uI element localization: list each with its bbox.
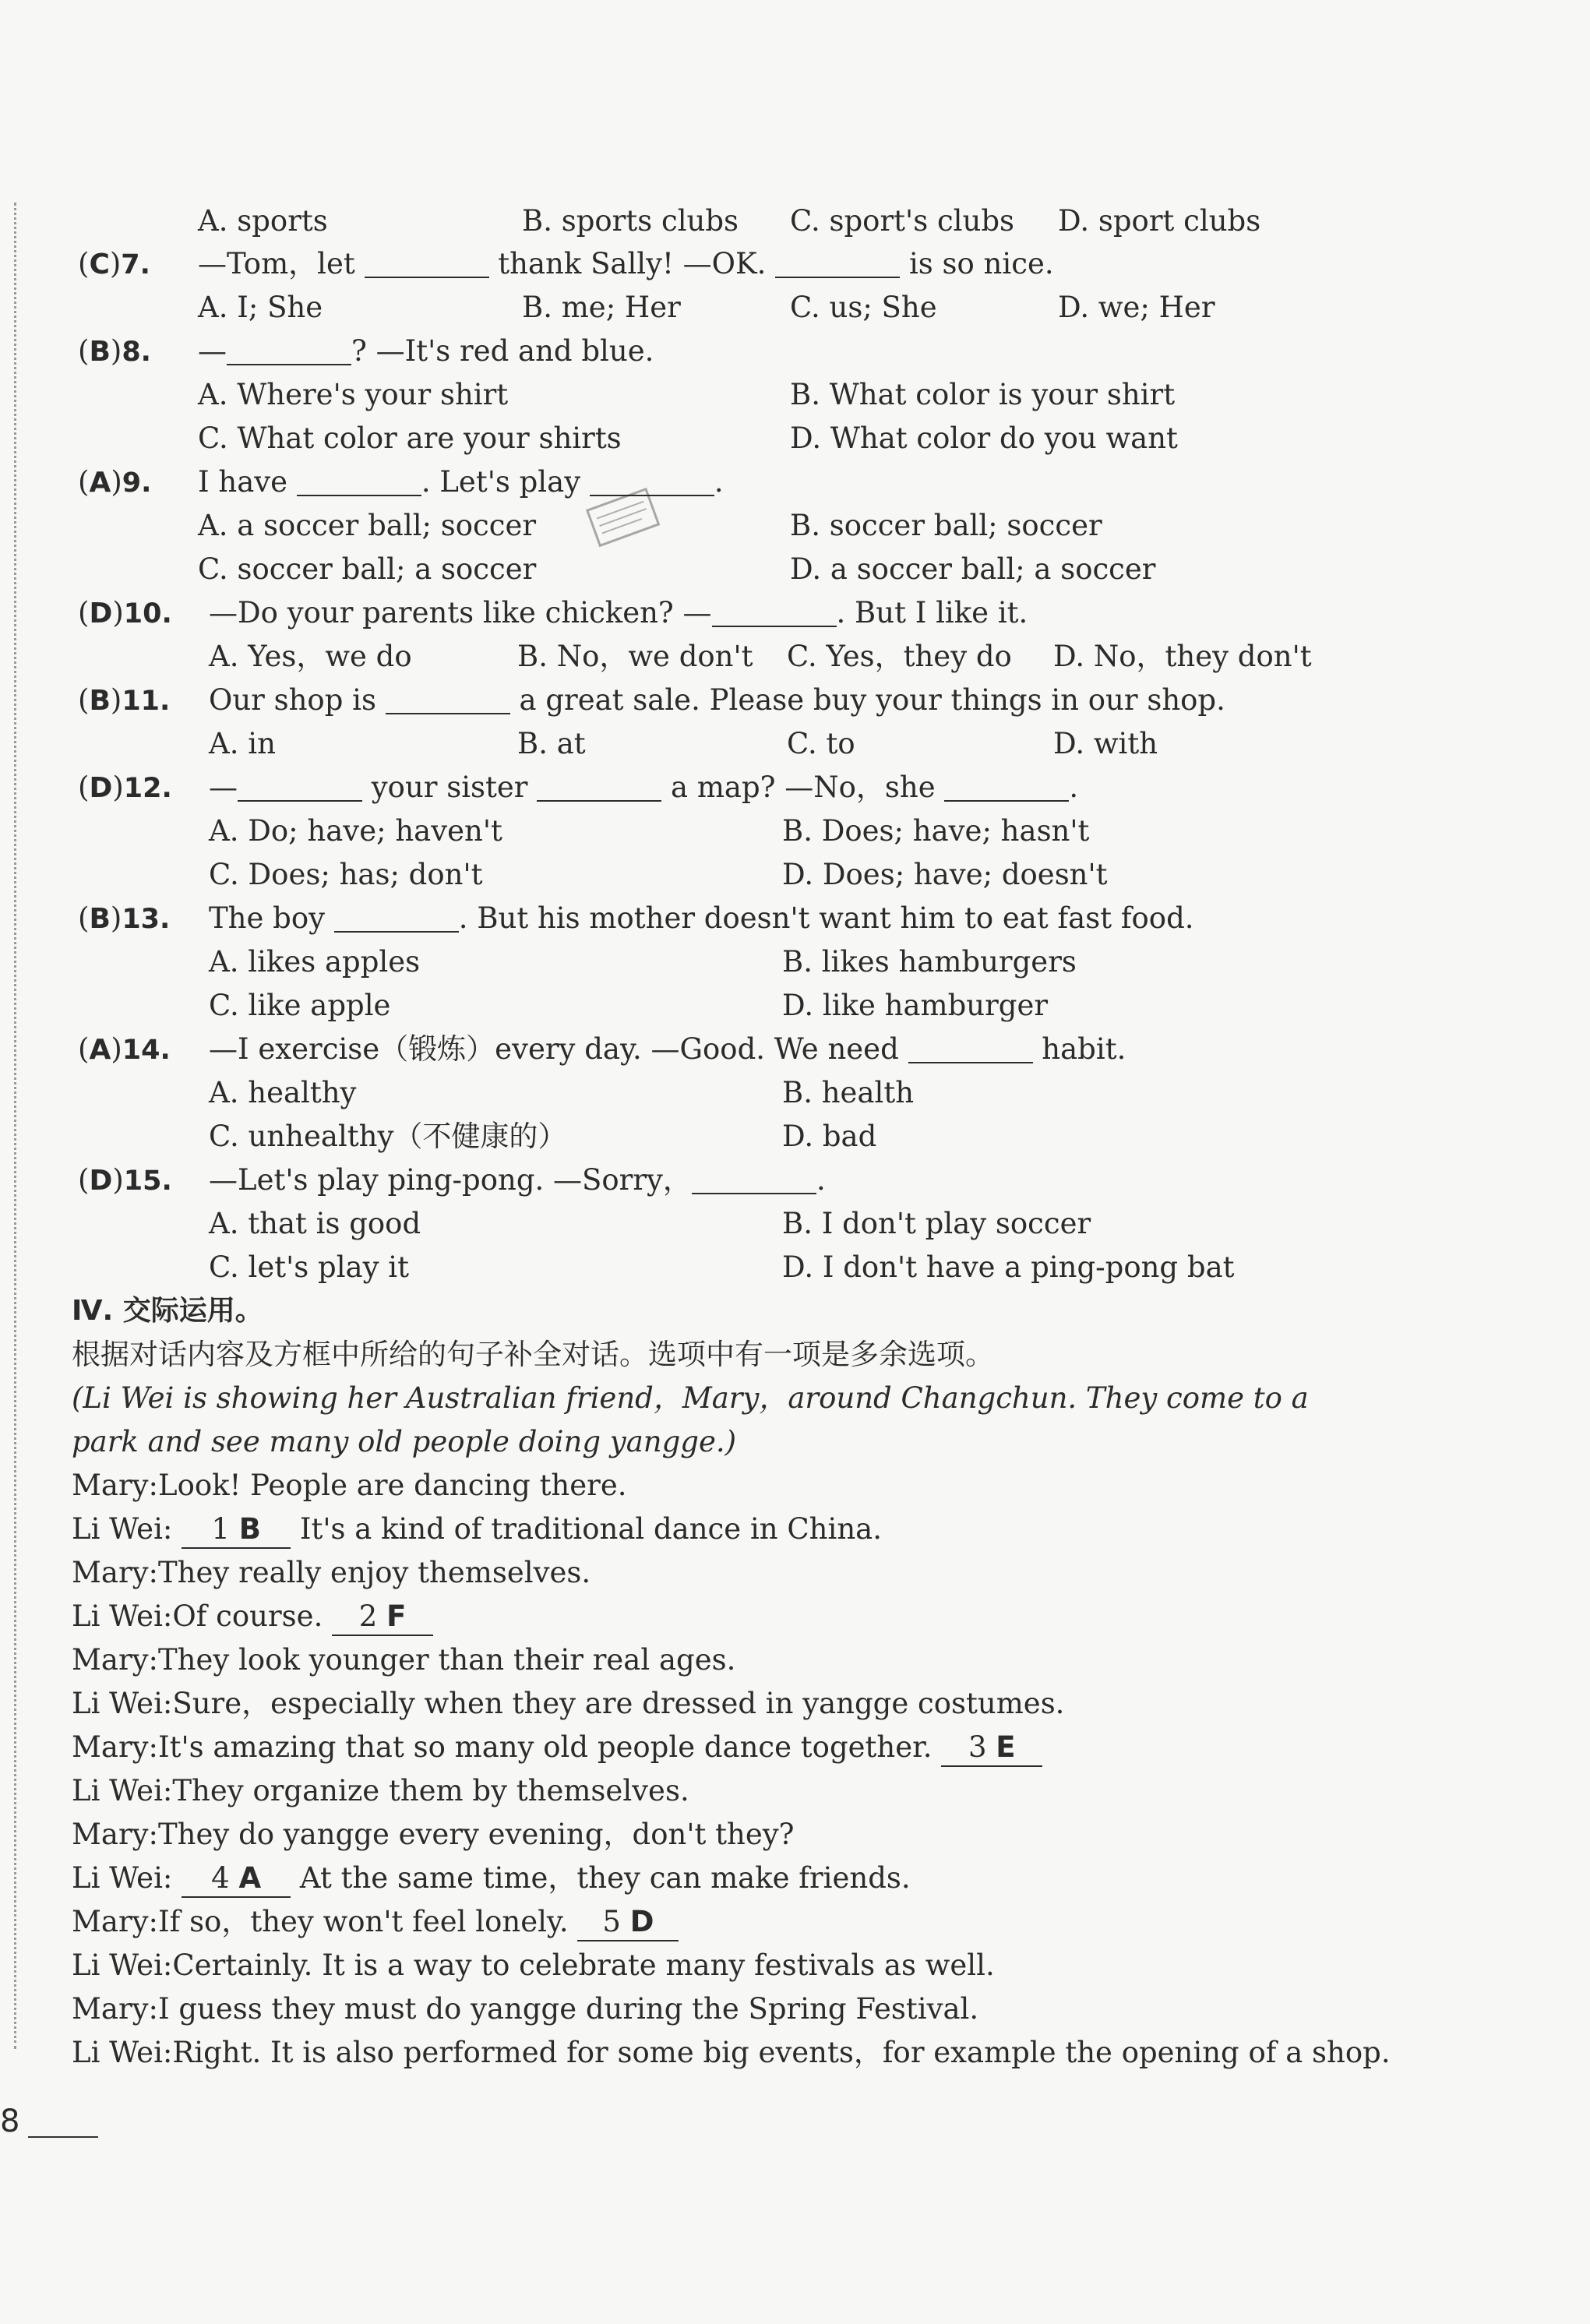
- answer-mark: B: [89, 685, 111, 717]
- option-a: A. healthy: [209, 1076, 357, 1109]
- option-b: B. at: [517, 727, 586, 760]
- dialogue-line: [0, 1987, 1590, 2031]
- stem-text: is so nice.: [908, 247, 1054, 280]
- option-a: A. that is good: [209, 1207, 421, 1240]
- option-d: D. I don't have a ping-pong bat: [782, 1250, 1235, 1284]
- q15-options-row-1: [0, 1202, 1590, 1246]
- option-c: C. to: [787, 727, 855, 760]
- blank-answer: A: [238, 1861, 262, 1895]
- q11-options-row: [0, 722, 1590, 766]
- stem-text: —: [209, 771, 238, 804]
- dialogue-line: [0, 1769, 1590, 1813]
- speaker: Mary:: [72, 1818, 158, 1851]
- option-d: D. What color do you want: [790, 421, 1178, 455]
- line-text: Sure，especially when they are dressed in yangge costumes.: [172, 1687, 1065, 1720]
- line-text: They do yangge every evening，don't they?: [158, 1818, 795, 1851]
- q8-options-row-2: [0, 417, 1590, 460]
- answer-blank: [365, 245, 489, 278]
- answer-mark: B: [89, 336, 111, 368]
- stem-text: .: [714, 465, 724, 499]
- stem-text: . But I like it.: [836, 596, 1028, 629]
- question-number: 10.: [123, 598, 172, 629]
- question-number: 11.: [122, 686, 171, 717]
- option-a: A. I; She: [198, 291, 323, 324]
- answer-mark: A: [89, 1034, 111, 1066]
- speaker: Mary:: [72, 1556, 158, 1589]
- option-a: A. Yes，we do: [209, 640, 412, 673]
- answer-mark: C: [89, 249, 110, 280]
- stem-text: ? —It's red and blue.: [351, 334, 654, 368]
- speaker: Mary:: [72, 1643, 158, 1677]
- dialogue-line: [0, 1857, 1590, 1900]
- question-10: (D)10. —Do your parents like chicken? — . But I like it.: [78, 596, 1028, 629]
- option-c: C. sport's clubs: [790, 204, 1014, 238]
- context-row-1: [0, 1377, 1590, 1420]
- speaker: Li Wei:: [72, 2036, 173, 2069]
- option-d: D. with: [1053, 727, 1158, 760]
- blank-number: 2: [358, 1599, 378, 1633]
- stem-text: The boy: [209, 901, 326, 935]
- blank-number: 4: [211, 1861, 230, 1895]
- stem-text: —I exercise（锻炼）every day. —Good. We need: [209, 1032, 899, 1066]
- blank-answer: F: [386, 1599, 407, 1633]
- q14-options-row-1: [0, 1071, 1590, 1115]
- answer-mark: D: [89, 598, 113, 629]
- question-9: (A)9. I have . Let's play .: [78, 465, 724, 499]
- dialogue-blank: [182, 1511, 291, 1549]
- context-row-2: [0, 1420, 1590, 1464]
- speaker: Mary:: [72, 1905, 158, 1938]
- section-heading: Ⅳ. 交际运用。: [72, 1295, 263, 1327]
- option-b: B. What color is your shirt: [790, 378, 1176, 411]
- question-13: (B)13. The boy . But his mother doesn't want him to eat fast food.: [78, 901, 1194, 935]
- dialogue-line: [0, 1595, 1590, 1638]
- dialogue-line: [0, 1944, 1590, 1987]
- answer-blank: [944, 769, 1069, 802]
- dialogue-line: [0, 1464, 1590, 1508]
- option-d: D. like hamburger: [782, 989, 1049, 1022]
- question-11: (B)11. Our shop is a great sale. Please buy your things in our shop.: [78, 683, 1225, 717]
- dialogue-blank: [182, 1860, 291, 1898]
- stem-text: —Do your parents like chicken? —: [209, 596, 712, 629]
- speaker: Mary:: [72, 1730, 158, 1764]
- dialogue-line: [0, 1900, 1590, 1944]
- stem-text: habit.: [1042, 1032, 1126, 1066]
- blank-number: 1: [211, 1512, 230, 1546]
- line-text: It's amazing that so many old people dance together.: [158, 1730, 932, 1764]
- option-a: A. Do; have; haven't: [209, 814, 502, 848]
- dialogue-line: [0, 1638, 1590, 1682]
- answer-blank: [712, 594, 837, 627]
- question-8: (B)8. — ? —It's red and blue.: [78, 334, 654, 368]
- dialogue-line: [0, 1682, 1590, 1726]
- option-a: A. likes apples: [209, 945, 421, 979]
- stem-text: a map? —No，she: [671, 771, 936, 804]
- q14-options-row-2: [0, 1115, 1590, 1158]
- q9-options-row-2: [0, 548, 1590, 591]
- answer-blank: [775, 245, 900, 278]
- option-d: D. sport clubs: [1058, 204, 1261, 238]
- dialogue-blank: [577, 1904, 679, 1941]
- question-number: 13.: [122, 904, 171, 935]
- option-d: D. Does; have; doesn't: [782, 858, 1108, 891]
- section-instruction-row: [0, 1333, 1590, 1377]
- answer-blank: [590, 464, 714, 496]
- stem-text: Our shop is: [209, 683, 376, 717]
- context-text: park and see many old people doing yangge.): [72, 1425, 737, 1458]
- speaker: Li Wei:: [72, 1861, 173, 1895]
- speaker: Li Wei:: [72, 1687, 173, 1720]
- q6-options-row: [0, 199, 1590, 243]
- answer-blank: [908, 1031, 1033, 1063]
- answer-blank: [692, 1162, 816, 1194]
- question-number: 7.: [121, 249, 150, 280]
- blank-answer: B: [238, 1512, 261, 1546]
- option-d: D. bad: [782, 1120, 877, 1153]
- stem-text: . But his mother doesn't want him to eat fast food.: [458, 901, 1194, 935]
- stem-text: .: [1069, 771, 1079, 804]
- line-text: They organize them by themselves.: [172, 1774, 689, 1807]
- dialogue-line: [0, 1726, 1590, 1769]
- option-b: B. health: [782, 1076, 915, 1109]
- q13-options-row-2: [0, 984, 1590, 1028]
- answer-blank: [227, 333, 351, 365]
- page-number-rule: [28, 2136, 98, 2138]
- blank-number: 5: [602, 1905, 621, 1938]
- stem-text: —: [198, 334, 227, 368]
- q10-options-row: [0, 635, 1590, 679]
- stem-text: thank Sally! —OK.: [498, 247, 767, 280]
- dialogue-line: [0, 1551, 1590, 1595]
- option-a: A. sports: [198, 204, 328, 238]
- question-14: (A)14. —I exercise（锻炼）every day. —Good. We need habit.: [78, 1032, 1126, 1066]
- stem-text: .: [816, 1163, 826, 1197]
- option-d: D. a soccer ball; a soccer: [790, 552, 1156, 586]
- q12-options-row-1: [0, 809, 1590, 853]
- speaker: Li Wei:: [72, 1774, 173, 1807]
- answer-blank: [386, 682, 510, 714]
- question-15: (D)15. —Let's play ping-pong. —Sorry， .: [78, 1163, 826, 1197]
- option-a: A. a soccer ball; soccer: [198, 509, 537, 542]
- q8-options-row-1: [0, 373, 1590, 417]
- q15-options-row-2: [0, 1246, 1590, 1289]
- line-text: I guess they must do yangge during the Spring Festival.: [158, 1992, 979, 2026]
- question-number: 9.: [122, 467, 152, 499]
- page-number: 8: [0, 2104, 20, 2139]
- answer-mark: A: [89, 467, 111, 499]
- line-text: It's a kind of traditional dance in China.: [299, 1512, 882, 1546]
- option-c: C. unhealthy（不健康的）: [209, 1120, 567, 1153]
- q9-options-row-1: [0, 504, 1590, 548]
- question-12: (D)12. — your sister a map? —No，she .: [78, 771, 1079, 804]
- line-text: If so，they won't feel lonely.: [158, 1905, 569, 1938]
- option-b: B. likes hamburgers: [782, 945, 1077, 979]
- dialogue-blank: [332, 1599, 433, 1636]
- line-text: At the same time，they can make friends.: [299, 1861, 911, 1895]
- question-number: 14.: [122, 1035, 171, 1066]
- answer-blank: [297, 464, 421, 496]
- dialogue-line: [0, 1508, 1590, 1551]
- option-a: A. Where's your shirt: [198, 378, 509, 411]
- option-b: B. I don't play soccer: [782, 1207, 1091, 1240]
- line-text: Certainly. It is a way to celebrate many festivals as well.: [172, 1948, 995, 1982]
- section-instruction: 根据对话内容及方框中所给的句子补全对话。选项中有一项是多余选项。: [72, 1338, 994, 1371]
- option-c: C. Yes，they do: [787, 640, 1012, 673]
- speaker: Li Wei:: [72, 1948, 173, 1982]
- speaker: Li Wei:: [72, 1512, 173, 1546]
- line-text: Look! People are dancing there.: [158, 1469, 627, 1502]
- line-text: Right. It is also performed for some big events，for example the opening of a shop.: [172, 2036, 1391, 2069]
- q13-options-row-1: [0, 940, 1590, 984]
- blank-number: 3: [968, 1730, 987, 1764]
- option-b: B. soccer ball; soccer: [790, 509, 1102, 542]
- answer-mark: B: [89, 903, 111, 935]
- answer-blank: [537, 769, 661, 802]
- option-c: C. What color are your shirts: [198, 421, 622, 455]
- stem-text: —Tom，let: [198, 247, 355, 280]
- question-number: 12.: [123, 773, 172, 804]
- speaker: Mary:: [72, 1469, 158, 1502]
- blank-answer: D: [629, 1905, 654, 1938]
- option-a: A. in: [209, 727, 276, 760]
- answer-blank: [334, 900, 459, 933]
- answer-mark: D: [89, 1165, 113, 1197]
- dialogue-line: [0, 2031, 1590, 2075]
- option-d: D. No，they don't: [1053, 640, 1312, 673]
- option-d: D. we; Her: [1058, 291, 1215, 324]
- option-b: B. Does; have; hasn't: [782, 814, 1090, 848]
- context-text: (Li Wei is showing her Australian friend，Mary，around Changchun. They come to a: [72, 1381, 1309, 1415]
- dialogue-blank: [941, 1730, 1042, 1767]
- option-c: C. soccer ball; a soccer: [198, 552, 537, 586]
- answer-blank: [238, 769, 362, 802]
- line-text: They look younger than their real ages.: [158, 1643, 736, 1677]
- speaker: Li Wei:: [72, 1599, 173, 1633]
- speaker: Mary:: [72, 1992, 158, 2026]
- stem-text: your sister: [371, 771, 528, 804]
- option-c: C. us; She: [790, 291, 937, 324]
- stem-text: —Let's play ping-pong. —Sorry，: [209, 1163, 692, 1197]
- question-number: 8.: [122, 337, 151, 368]
- option-c: C. let's play it: [209, 1250, 409, 1284]
- stem-text: I have: [198, 465, 288, 499]
- q7-options-row: [0, 286, 1590, 330]
- section-heading-row: [0, 1289, 1590, 1333]
- question-7: (C)7. —Tom，let thank Sally! —OK. is so nice.: [78, 247, 1054, 280]
- question-number: 15.: [123, 1166, 172, 1197]
- line-text: They really enjoy themselves.: [158, 1556, 591, 1589]
- stem-text: . Let's play: [421, 465, 581, 499]
- option-b: B. sports clubs: [522, 204, 739, 238]
- q12-options-row-2: [0, 853, 1590, 897]
- dialogue-line: [0, 1813, 1590, 1857]
- line-text: Of course.: [172, 1599, 323, 1633]
- option-b: B. No，we don't: [517, 640, 753, 673]
- option-b: B. me; Her: [522, 291, 681, 324]
- option-c: C. like apple: [209, 989, 391, 1022]
- blank-answer: E: [996, 1730, 1016, 1764]
- stem-text: a great sale. Please buy your things in our shop.: [519, 683, 1225, 717]
- answer-mark: D: [89, 772, 113, 804]
- option-c: C. Does; has; don't: [209, 858, 483, 891]
